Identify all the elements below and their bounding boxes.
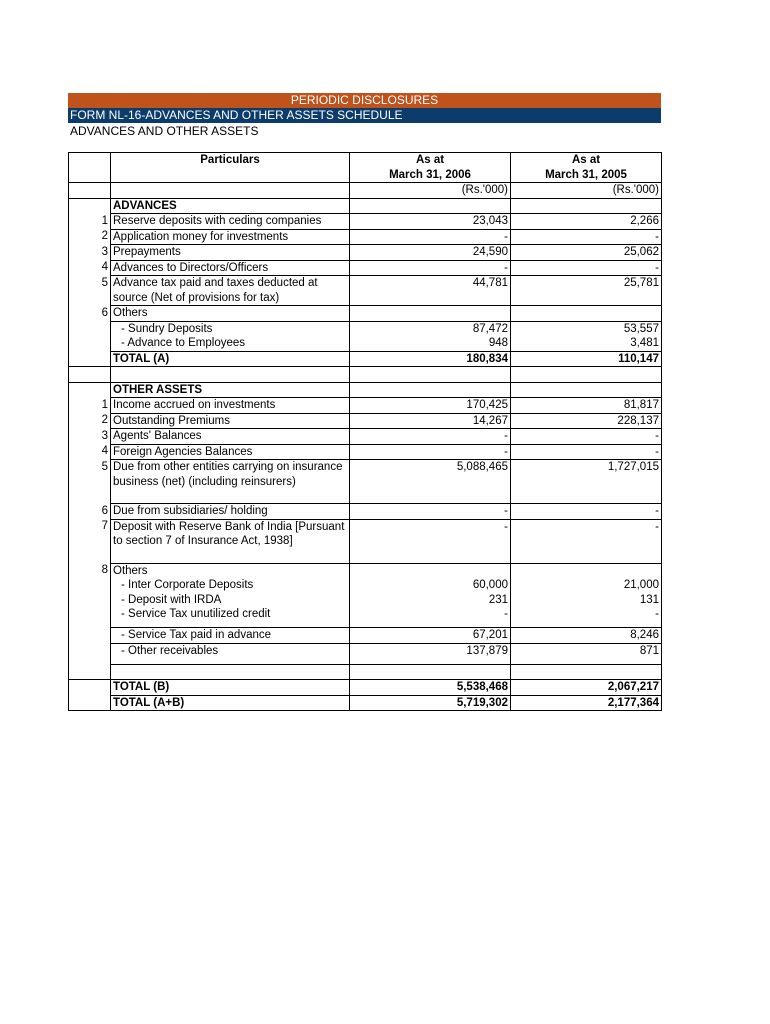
value-2006: - <box>350 260 511 276</box>
col-2006-unit: (Rs.'000) <box>350 183 511 199</box>
periodic-disclosures-banner: PERIODIC DISCLOSURES <box>68 93 661 108</box>
row-number <box>69 578 111 593</box>
total-ab-2006: 5,719,302 <box>350 695 511 711</box>
value-2005: 53,557 <box>511 321 662 336</box>
value-2006: 137,879 <box>350 643 511 664</box>
row-label: - Advance to Employees <box>111 336 350 351</box>
row-label: Due from subsidiaries/ holding <box>111 504 350 520</box>
row-label: Advances to Directors/Officers <box>111 260 350 276</box>
row-number: 4 <box>69 444 111 460</box>
row-label: - Service Tax unutilized credit <box>111 607 350 628</box>
table-row <box>69 260 662 276</box>
particulars-header: Particulars <box>111 153 350 168</box>
table-row <box>69 628 662 644</box>
row-label: Deposit with Reserve Bank of India [Pursuant to section 7 of Insurance Act, 1938] <box>111 519 350 563</box>
row-label: - Service Tax paid in advance <box>111 628 350 644</box>
table-row <box>69 643 662 664</box>
total-b-row <box>69 680 662 696</box>
row-label: Application money for investments <box>111 229 350 245</box>
row-number: 6 <box>69 306 111 322</box>
row-label: Reserve deposits with ceding companies <box>111 214 350 230</box>
form-title-banner: FORM NL-16-ADVANCES AND OTHER ASSETS SCHEDULE <box>68 108 661 123</box>
schedule-subtitle: ADVANCES AND OTHER ASSETS <box>70 124 259 138</box>
table-row <box>69 578 662 593</box>
value-2006: 170,425 <box>350 398 511 414</box>
total-a-label: TOTAL (A) <box>111 351 350 367</box>
row-label: Due from other entities carrying on insurance business (net) (including reinsurers) <box>111 460 350 504</box>
value-2005 <box>511 563 662 578</box>
value-2006: 14,267 <box>350 413 511 429</box>
value-2006: 60,000 <box>350 578 511 593</box>
row-number: 3 <box>69 429 111 445</box>
table-row <box>69 593 662 608</box>
row-label: - Deposit with IRDA <box>111 593 350 608</box>
schedule-sheet <box>68 93 661 711</box>
col-2005-header-line2: March 31, 2005 <box>511 168 662 183</box>
table-row <box>69 229 662 245</box>
table-row <box>69 607 662 628</box>
value-2005: 21,000 <box>511 578 662 593</box>
value-2006: - <box>350 519 511 563</box>
value-2005: - <box>511 229 662 245</box>
table-row <box>69 306 662 322</box>
table-row <box>69 429 662 445</box>
table-row <box>69 444 662 460</box>
value-2006: 231 <box>350 593 511 608</box>
value-2006: - <box>350 429 511 445</box>
row-number: 2 <box>69 229 111 245</box>
value-2006 <box>350 563 511 578</box>
value-2006: - <box>350 444 511 460</box>
value-2006: 23,043 <box>350 214 511 230</box>
row-number <box>69 336 111 351</box>
value-2005: 871 <box>511 643 662 664</box>
header-row <box>69 153 662 168</box>
row-number: 1 <box>69 214 111 230</box>
value-2006: - <box>350 229 511 245</box>
other-assets-heading: OTHER ASSETS <box>111 382 350 398</box>
spacer-row <box>69 367 662 383</box>
value-2006: 24,590 <box>350 245 511 261</box>
value-2005: - <box>511 519 662 563</box>
table-row <box>69 563 662 578</box>
advances-heading: ADVANCES <box>111 198 350 214</box>
header-row <box>69 168 662 183</box>
row-label: Prepayments <box>111 245 350 261</box>
spacer-row <box>69 664 662 680</box>
schedule-table <box>68 152 662 711</box>
col-2006-header-line1: As at <box>350 153 511 168</box>
row-label: - Other receivables <box>111 643 350 664</box>
row-number: 7 <box>69 519 111 563</box>
table-row <box>69 413 662 429</box>
value-2005: 25,781 <box>511 276 662 306</box>
total-ab-2005: 2,177,364 <box>511 695 662 711</box>
row-number: 5 <box>69 276 111 306</box>
row-number <box>69 607 111 628</box>
row-number: 1 <box>69 398 111 414</box>
value-2006: 87,472 <box>350 321 511 336</box>
row-number <box>69 593 111 608</box>
table-row <box>69 504 662 520</box>
value-2005: 228,137 <box>511 413 662 429</box>
row-number <box>69 643 111 664</box>
total-b-2006: 5,538,468 <box>350 680 511 696</box>
total-b-label: TOTAL (B) <box>111 680 350 696</box>
row-label: Foreign Agencies Balances <box>111 444 350 460</box>
row-label: Agents' Balances <box>111 429 350 445</box>
col-2006-header-line2: March 31, 2006 <box>350 168 511 183</box>
value-2005: 25,062 <box>511 245 662 261</box>
total-ab-label: TOTAL (A+B) <box>111 695 350 711</box>
row-label: Others <box>111 563 350 578</box>
value-2006: - <box>350 607 511 628</box>
row-label: Advance tax paid and taxes deducted at source (Net of provisions for tax) <box>111 276 350 306</box>
row-number <box>69 321 111 336</box>
row-label: - Inter Corporate Deposits <box>111 578 350 593</box>
col-2005-header-line1: As at <box>511 153 662 168</box>
value-2005: - <box>511 607 662 628</box>
table-row <box>69 460 662 504</box>
value-2005: 2,266 <box>511 214 662 230</box>
value-2006: - <box>350 504 511 520</box>
col-2005-unit: (Rs.'000) <box>511 183 662 199</box>
value-2005: - <box>511 444 662 460</box>
total-a-2006: 180,834 <box>350 351 511 367</box>
total-ab-row <box>69 695 662 711</box>
table-row <box>69 321 662 336</box>
table-row <box>69 336 662 351</box>
row-number: 2 <box>69 413 111 429</box>
row-label: - Sundry Deposits <box>111 321 350 336</box>
total-a-row <box>69 351 662 367</box>
table-row <box>69 398 662 414</box>
value-2005: - <box>511 260 662 276</box>
row-label: Income accrued on investments <box>111 398 350 414</box>
value-2006 <box>350 306 511 322</box>
value-2005: 8,246 <box>511 628 662 644</box>
value-2005 <box>511 306 662 322</box>
value-2006: 948 <box>350 336 511 351</box>
row-number: 6 <box>69 504 111 520</box>
row-label: Outstanding Premiums <box>111 413 350 429</box>
section-heading-row <box>69 198 662 214</box>
value-2005: 131 <box>511 593 662 608</box>
table-row <box>69 276 662 306</box>
value-2005: 3,481 <box>511 336 662 351</box>
value-2005: 1,727,015 <box>511 460 662 504</box>
unit-row <box>69 183 662 199</box>
row-number: 4 <box>69 260 111 276</box>
value-2005: 81,817 <box>511 398 662 414</box>
row-number <box>69 628 111 644</box>
value-2005: - <box>511 429 662 445</box>
table-row <box>69 245 662 261</box>
row-number: 8 <box>69 563 111 578</box>
total-a-2005: 110,147 <box>511 351 662 367</box>
table-row <box>69 519 662 563</box>
value-2005: - <box>511 504 662 520</box>
row-number: 3 <box>69 245 111 261</box>
total-b-2005: 2,067,217 <box>511 680 662 696</box>
row-number: 5 <box>69 460 111 504</box>
table-row <box>69 214 662 230</box>
value-2006: 67,201 <box>350 628 511 644</box>
value-2006: 44,781 <box>350 276 511 306</box>
value-2006: 5,088,465 <box>350 460 511 504</box>
row-label: Others <box>111 306 350 322</box>
section-heading-row <box>69 382 662 398</box>
